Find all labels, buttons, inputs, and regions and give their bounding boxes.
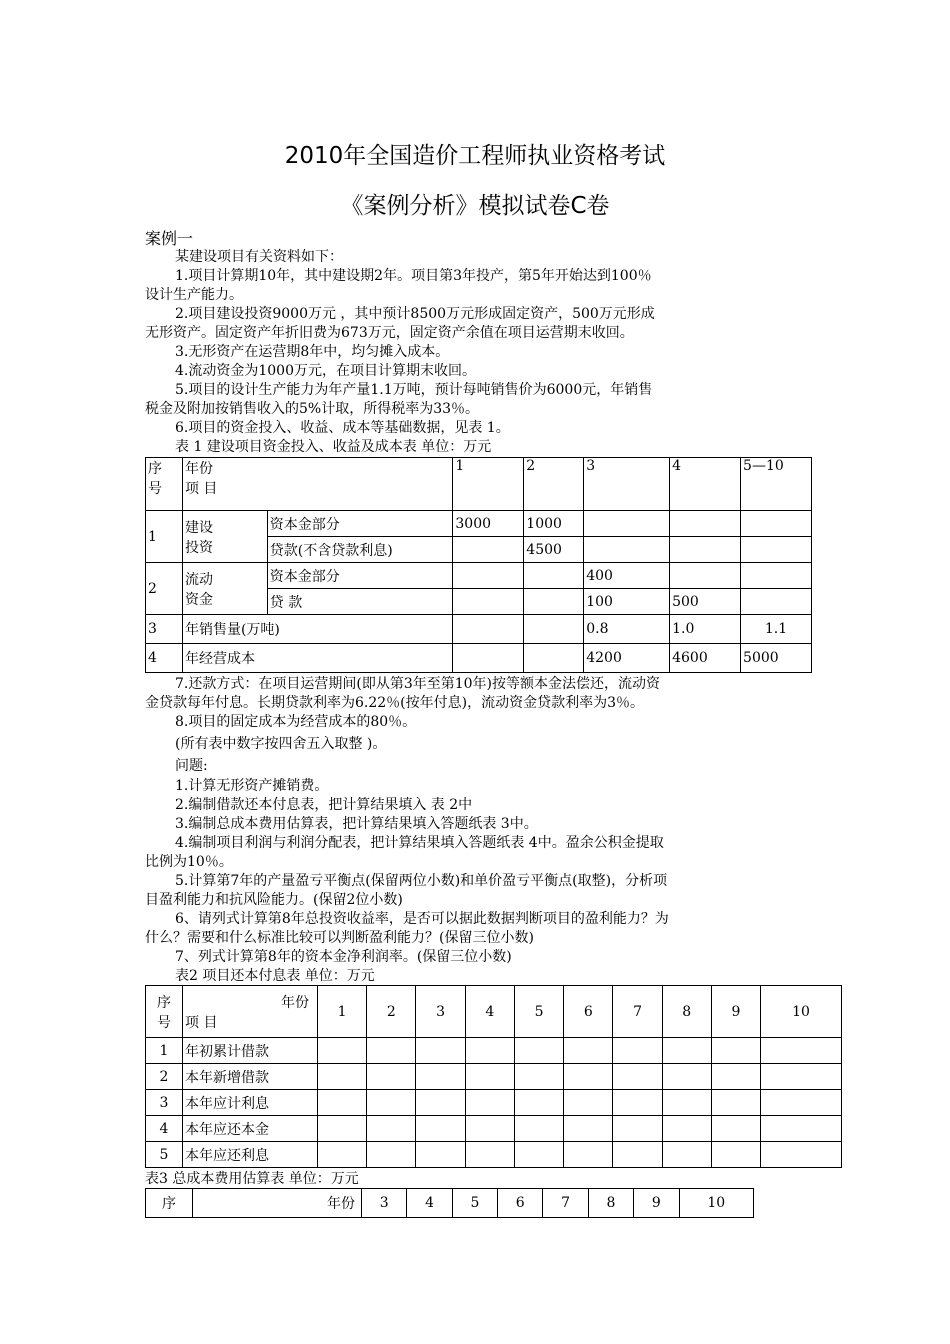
table-cell: 4	[146, 1116, 183, 1142]
table-cell: 1.0	[670, 615, 741, 644]
header-cell: 2	[367, 986, 416, 1038]
paragraph-line: 问题:	[175, 758, 208, 774]
header-cell: 9	[711, 986, 760, 1038]
header-cell: 5	[452, 1189, 497, 1218]
table-cell: 本年应计利息	[183, 1090, 318, 1116]
header-cell: 9	[634, 1189, 679, 1218]
table-row	[146, 1064, 842, 1090]
header-cell: 序 号	[146, 986, 183, 1038]
table-caption: 表2 项目还本付息表 单位：万元	[175, 968, 375, 984]
paragraph-line: 5.项目的设计生产能力为年产量1.1万吨，预计每吨销售价为6000元，年销售	[175, 382, 653, 398]
paragraph-line: 比例为10％。	[145, 854, 233, 870]
table-cell	[453, 615, 524, 644]
table-2	[145, 985, 842, 1168]
table-cell: 3	[146, 1090, 183, 1116]
table-cell	[453, 589, 524, 615]
header-cell: 10	[679, 1189, 753, 1218]
header-cell: 序	[146, 1189, 193, 1218]
table-row	[146, 1116, 842, 1142]
header-cell: 年份 项 目	[183, 986, 318, 1038]
table-cell: 2	[146, 563, 183, 615]
table-cell: 4200	[584, 644, 670, 673]
table-cell: 5	[146, 1142, 183, 1168]
header-cell: 10	[761, 986, 842, 1038]
table-cell: 2	[146, 1064, 183, 1090]
header-cell: 4	[670, 458, 741, 511]
table-cell: 资本金部分	[267, 511, 453, 537]
table-cell	[453, 537, 524, 563]
table-cell: 1.1	[741, 615, 812, 644]
table-cell	[741, 589, 812, 615]
header-cell: 4	[465, 986, 514, 1038]
paragraph-line: 6.项目的资金投入、收益、成本等基础数据，见表 1。	[175, 420, 510, 436]
paragraph-line: 设计生产能力。	[145, 287, 243, 303]
table-cell: 年初累计借款	[183, 1038, 318, 1064]
page-title: 2010年全国造价工程师执业资格考试	[284, 143, 666, 169]
table-cell: 年经营成本	[182, 644, 452, 673]
table-cell	[524, 644, 584, 673]
table-cell	[741, 511, 812, 537]
header-cell: 3	[416, 986, 465, 1038]
header-cell: 7	[543, 1189, 588, 1218]
table-cell: 1	[146, 1038, 183, 1064]
table-caption: 表 1 建设项目资金投入、收益及成本表 单位：万元	[175, 439, 492, 455]
table-cell: 本年新增借款	[183, 1064, 318, 1090]
header-cell: 8	[588, 1189, 633, 1218]
paragraph-line: 什么？需要和什么标准比较可以判断盈利能力？(保留三位小数)	[145, 930, 534, 946]
header-cell: 年份	[193, 1189, 362, 1218]
table-cell: 本年应还利息	[183, 1142, 318, 1168]
table-cell	[524, 563, 584, 589]
table-cell: 500	[670, 589, 741, 615]
header-cell: 3	[584, 458, 670, 511]
paragraph-line: 目盈利能力和抗风险能力。(保留2位小数)	[145, 892, 403, 908]
paragraph-line: 7、列式计算第8年的资本金净利润率。(保留三位小数)	[175, 949, 512, 965]
table-cell: 流动 资金	[182, 563, 267, 615]
table-cell	[524, 615, 584, 644]
header-cell: 5—10	[741, 458, 812, 511]
table-cell	[584, 537, 670, 563]
table-cell: 4600	[670, 644, 741, 673]
header-cell: 年份 项 目	[182, 458, 452, 511]
header-cell: 序 号	[146, 458, 183, 511]
header-cell: 7	[613, 986, 662, 1038]
paragraph-line: 7.还款方式：在项目运营期间(即从第3年至第10年)按等额本金法偿还，流动资	[175, 676, 661, 692]
table-row	[146, 1090, 842, 1116]
header-cell: 4	[407, 1189, 452, 1218]
table-cell	[453, 644, 524, 673]
header-cell: 1	[318, 986, 367, 1038]
section-heading: 案例一	[145, 229, 194, 248]
paragraph-line: 某建设项目有关资料如下：	[175, 249, 343, 265]
paragraph-line: 2.编制借款还本付息表，把计算结果填入 表 2中	[175, 797, 473, 813]
table-cell	[584, 511, 670, 537]
paragraph-line: 2.项目建设投资9000万元 ，其中预计8500万元形成固定资产，500万元形成	[175, 306, 655, 322]
table-cell	[670, 511, 741, 537]
table-cell: 3000	[453, 511, 524, 537]
table-cell: 1000	[524, 511, 584, 537]
paragraph-line: 税金及附加按销售收入的5%计取，所得税率为33％。	[145, 401, 480, 417]
page-subtitle: 《案例分析》模拟试卷C卷	[340, 193, 610, 219]
table-cell	[453, 563, 524, 589]
table-cell: 本年应还本金	[183, 1116, 318, 1142]
table-cell: 贷款(不含贷款利息)	[267, 537, 453, 563]
paragraph-line: 3.无形资产在运营期8年中，均匀摊入成本。	[175, 344, 450, 360]
table-cell: 5000	[741, 644, 812, 673]
table-row	[146, 1142, 842, 1168]
table-cell: 贷 款	[267, 589, 453, 615]
table-cell: 资本金部分	[267, 563, 453, 589]
header-cell: 3	[362, 1189, 407, 1218]
paragraph-line: 5.计算第7年的产量盈亏平衡点(保留两位小数)和单价盈亏平衡点(取整)，分析项	[175, 873, 668, 889]
table-3	[145, 1188, 754, 1218]
paragraph-line: 1.计算无形资产摊销费。	[175, 778, 329, 794]
table-cell	[670, 563, 741, 589]
table-cell: 4	[146, 644, 183, 673]
table-cell	[670, 537, 741, 563]
paragraph-line: 无形资产。固定资产年折旧费为673万元，固定资产余值在项目运营期末收回。	[145, 325, 634, 341]
paragraph-line: 4.编制项目利润与利润分配表，把计算结果填入答题纸表 4中。盈余公积金提取	[175, 835, 664, 851]
header-cell: 6	[498, 1189, 543, 1218]
table-row	[146, 1038, 842, 1064]
table-cell: 4500	[524, 537, 584, 563]
table-cell	[524, 589, 584, 615]
paragraph-line: 金贷款每年付息。长期贷款利率为6.22％(按年付息)，流动资金贷款利率为3％。	[145, 695, 645, 711]
table-cell: 3	[146, 615, 183, 644]
table-1	[145, 457, 812, 673]
table-cell: 建设 投资	[182, 511, 267, 563]
table-cell	[741, 563, 812, 589]
table-caption: 表3 总成本费用估算表 单位：万元	[145, 1171, 359, 1187]
header-cell: 5	[514, 986, 563, 1038]
header-cell: 8	[662, 986, 711, 1038]
paragraph-line: (所有表中数字按四舍五入取整 )。	[175, 736, 387, 752]
paragraph-line: 1.项目计算期10年，其中建设期2年。项目第3年投产，第5年开始达到100％	[175, 268, 652, 284]
header-cell: 6	[564, 986, 613, 1038]
paragraph-line: 6、请列式计算第8年总投资收益率，是否可以据此数据判断项目的盈利能力？为	[175, 911, 669, 927]
header-cell: 2	[524, 458, 584, 511]
table-cell	[741, 537, 812, 563]
paragraph-line: 8.项目的固定成本为经营成本的80％。	[175, 714, 417, 730]
table-cell: 年销售量(万吨)	[182, 615, 452, 644]
table-cell: 0.8	[584, 615, 670, 644]
paragraph-line: 4.流动资金为1000万元，在项目计算期末收回。	[175, 363, 476, 379]
table-cell: 1	[146, 511, 183, 563]
table-cell: 100	[584, 589, 670, 615]
table-cell: 400	[584, 563, 670, 589]
header-cell: 1	[453, 458, 524, 511]
paragraph-line: 3.编制总成本费用估算表，把计算结果填入答题纸表 3中。	[175, 816, 538, 832]
